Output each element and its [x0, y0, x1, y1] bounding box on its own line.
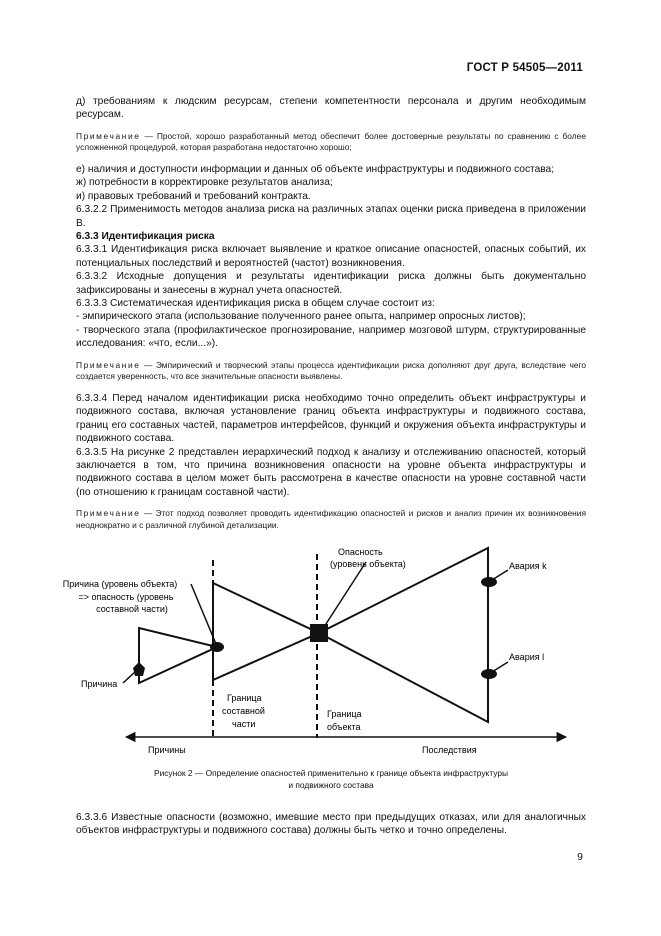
paragraph-6-3-3-6: 6.3.3.6 Известные опасности (возможно, имевшие место при предыдущих отказах, или для аналогичных объектов инфраструктуры и подвижного состава) должны быть четко и точно определены. [76, 812, 586, 837]
section-heading-6-3-3: 6.3.3 Идентификация риска [76, 231, 215, 243]
note-text: — Этот подход позволяет проводить идентификацию опасностей и рисков и анализ причин их возникновения неоднократно и с различной глубиной детализации. [76, 508, 586, 530]
pointer-cause [123, 671, 136, 683]
note-text: — Простой, хорошо разработанный метод обеспечит более достоверные результаты по сравнению с более усложненной процедурой, которая разработана недостаточно хорошо; [76, 130, 586, 153]
paragraph-6-3-3-3: 6.3.3.3 Систематическая идентификация риска в общем случае состоит из: [76, 298, 435, 310]
root-cause-node [133, 662, 145, 676]
label-border-component-1: Граница [227, 693, 262, 703]
axis-label-causes: Причины [148, 745, 186, 755]
label-border-object-1: Граница [327, 709, 362, 719]
label-hazard: Опасность [338, 547, 383, 557]
figure-caption-line-1: Рисунок 2 — Определение опасностей применительно к границе объекта инфраструктуры [153, 768, 508, 778]
note-label: Примечание [76, 130, 141, 141]
paragraph-6-3-3-4: 6.3.3.4 Перед началом идентификации риска необходимо точно определить объект инфраструктуры и подвижного состава, включая установление границ объекта инфраструктуры и подвижного состава, границ его составных частей, параметров интерфейсов, функций и окружения объекта инфраструктуры и подвижного состава. [76, 392, 586, 445]
label-hazard-level: (уровень объекта) [330, 559, 406, 569]
figure-2-diagram [62, 540, 586, 765]
label-cause-object-level: Причина (уровень объекта) [62, 579, 178, 589]
pointer-hazard [324, 562, 366, 627]
bowtie-diagram [62, 540, 586, 765]
paragraph-6-3-3-2: 6.3.3.2 Исходные допущения и результаты идентификации риска должны быть документально зафиксированы и занесены в журнал учета опасностей. [76, 271, 586, 296]
figure-caption-line-2: и подвижного состава [288, 779, 374, 790]
paragraph-i: и) правовых требований и требований контракта. [76, 190, 311, 202]
paragraph-e: е) наличия и доступности информации и данных об объекте инфраструктуры и подвижного состава; [76, 164, 555, 175]
figure-caption [76, 768, 586, 791]
paragraph-zh: ж) потребности в корректировке результатов анализа; [76, 177, 333, 189]
label-border-object-2: объекта [327, 722, 361, 732]
document-standard-number: ГОСТ Р 54505—2011 [466, 62, 583, 74]
list-item-creative: - творческого этапа (профилактическое прогнозирование, например мозговой штурм, структурированные исследования: «что, если...»). [76, 324, 586, 350]
list-item-empirical: - эмпирического этапа (использование полученного ранее опыта, например опросных листов); [76, 311, 526, 323]
hazard-node [310, 624, 328, 642]
label-border-component-2: составной [222, 706, 265, 716]
label-component-part: составной части) [96, 604, 168, 614]
document-body [76, 95, 586, 540]
label-accident-l: Авария l [509, 652, 545, 662]
paragraph-d: д) требованиям к людским ресурсам, степени компетентности персонала и другим необходимым ресурсам. [76, 96, 586, 121]
note-label: Примечание [76, 508, 141, 519]
note-text: — Эмпирический и творческий этапы процесса идентификации риска дополняют друг друга, вследствие чего создается уверенность, что все значительные опасности выявлены. [76, 359, 586, 382]
cause-node [210, 642, 224, 652]
axis-label-consequences: Последствия [422, 745, 477, 755]
note-3 [76, 508, 586, 531]
paragraph-6-3-2-2: 6.3.2.2 Применимость методов анализа риска на различных этапах оценки риска приведена в приложении В. [76, 204, 586, 229]
paragraph-6-3-3-5: 6.3.3.5 На рисунке 2 представлен иерархический подход к анализу и отслеживанию опасностей, который заключается в том, что причина возникновения опасности на уровне объекта инфраструктуры и подвижного состава в целом может быть рассмотрена в качестве опасности на уровне составной части (по отношению к границам составной части). [76, 446, 586, 498]
label-accident-k: Авария k [509, 561, 547, 571]
page-number: 9 [577, 851, 583, 863]
note-2 [76, 360, 586, 383]
note-1 [76, 131, 586, 154]
label-hazard-component-level: => опасность (уровень [78, 592, 174, 602]
component-triangle [139, 628, 217, 683]
pointer-accident-l [492, 662, 508, 672]
label-cause: Причина [81, 679, 118, 689]
note-label: Примечание [76, 359, 141, 370]
pointer-accident-k [492, 570, 508, 580]
paragraph-6-3-3-1: 6.3.3.1 Идентификация риска включает выявление и краткое описание опасностей, опасных событий, их потенциальных последствий и вероятностей (частот) возникновения. [76, 244, 586, 269]
label-border-component-3: части [232, 719, 256, 729]
